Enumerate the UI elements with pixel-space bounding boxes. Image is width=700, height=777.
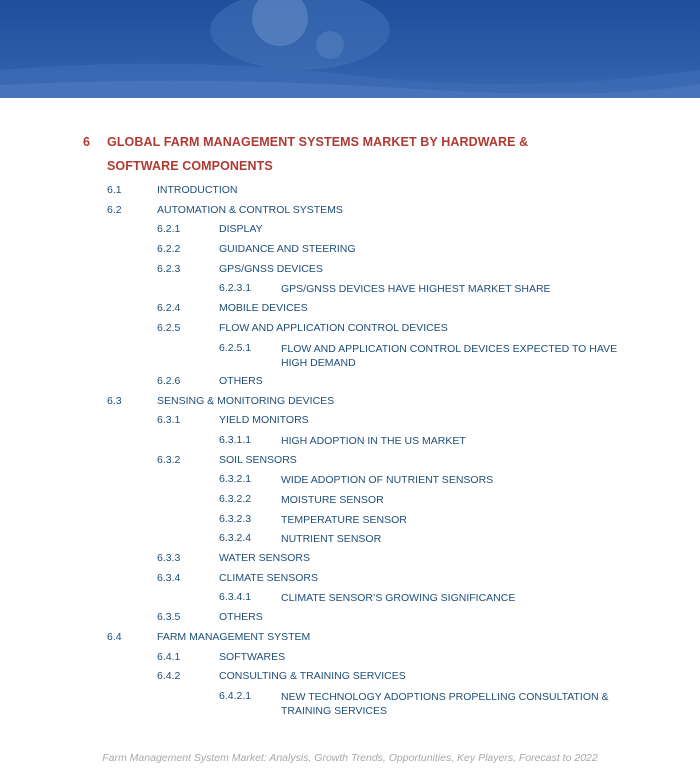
toc-entry-title: INTRODUCTION	[157, 184, 238, 196]
toc-entry-number: 6.3.4.1	[219, 591, 252, 603]
chapter-number: 6	[83, 135, 91, 149]
toc-entry-title: AUTOMATION & CONTROL SYSTEMS	[157, 204, 343, 216]
toc-entry-title: CONSULTING & TRAINING SERVICES	[219, 670, 406, 682]
toc-entry-number: 6.2.6	[157, 375, 181, 387]
toc-entry-number: 6.4	[107, 631, 122, 643]
toc-entry-title: SOFTWARES	[219, 651, 286, 663]
toc-entry-number: 6.2.2	[157, 243, 181, 255]
toc-entry-title: NEW TECHNOLOGY ADOPTIONS PROPELLING CONSULTATION & TRAINING SERVICES	[281, 691, 609, 717]
header-banner	[0, 0, 700, 98]
toc-entry-title: SENSING & MONITORING DEVICES	[157, 395, 335, 407]
toc-entry-title: GPS/GNSS DEVICES	[219, 263, 323, 275]
toc-entry-title: MOISTURE SENSOR	[281, 494, 384, 506]
toc-entry-title: FLOW AND APPLICATION CONTROL DEVICES	[219, 322, 448, 334]
page-footer: Farm Management System Market: Analysis, Growth Trends, Opportunities, Key Players, Forecast to 2022	[102, 752, 598, 764]
toc-entry-title: GPS/GNSS DEVICES HAVE HIGHEST MARKET SHARE	[281, 283, 551, 295]
toc-entry-number: 6.3.2.2	[219, 493, 252, 505]
toc-entry-title: TEMPERATURE SENSOR	[281, 514, 407, 526]
toc-entry-title: CLIMATE SENSOR’S GROWING SIGNIFICANCE	[281, 592, 516, 604]
toc-entry-number: 6.3	[107, 395, 122, 407]
toc-entry-title: GUIDANCE AND STEERING	[219, 243, 356, 255]
toc-entry-number: 6.2.3.1	[219, 282, 252, 294]
toc-entry-title: OTHERS	[219, 375, 263, 387]
toc-entry-number: 6.2.5.1	[219, 342, 252, 354]
toc-entry-number: 6.2.3	[157, 263, 181, 275]
toc-entry-title: SOIL SENSORS	[219, 454, 297, 466]
toc-entry-number: 6.3.1.1	[219, 434, 252, 446]
banner-image	[0, 0, 700, 98]
toc-entry-title: WIDE ADOPTION OF NUTRIENT SENSORS	[281, 474, 494, 486]
chapter-title-line-2: SOFTWARE COMPONENTS	[107, 159, 273, 173]
toc-entry-number: 6.1	[107, 184, 122, 196]
toc-entry-number: 6.3.5	[157, 611, 181, 623]
toc-entry-number: 6.2.4	[157, 302, 181, 314]
toc-entry-number: 6.4.1	[157, 651, 181, 663]
toc-entry-title: OTHERS	[219, 611, 263, 623]
toc-entry-number: 6.2	[107, 204, 122, 216]
toc-entry-title: YIELD MONITORS	[219, 414, 309, 426]
toc-entry-number: 6.2.1	[157, 223, 181, 235]
toc-entry-number: 6.3.2	[157, 454, 181, 466]
toc-entry-number: 6.3.2.3	[219, 513, 252, 525]
toc-entry-title: FLOW AND APPLICATION CONTROL DEVICES EXPECTED TO HAVE HIGH DEMAND	[281, 343, 618, 369]
toc-entry-title: DISPLAY	[219, 223, 263, 235]
toc-entry-number: 6.2.5	[157, 322, 181, 334]
toc-entry-title: MOBILE DEVICES	[219, 302, 308, 314]
toc-entry-title: WATER SENSORS	[219, 552, 311, 564]
toc-entry-number: 6.3.3	[157, 552, 181, 564]
toc-entry-number: 6.3.4	[157, 572, 181, 584]
toc-entry-number: 6.4.2	[157, 670, 181, 682]
toc-entry-title: CLIMATE SENSORS	[219, 572, 318, 584]
toc-entry-title: NUTRIENT SENSOR	[281, 533, 382, 545]
toc-entry-number: 6.3.2.1	[219, 473, 252, 485]
toc-entry-number: 6.4.2.1	[219, 690, 252, 702]
toc-entry-title: FARM MANAGEMENT SYSTEM	[157, 631, 311, 643]
chapter-title-line-1: GLOBAL FARM MANAGEMENT SYSTEMS MARKET BY HARDWARE &	[107, 135, 529, 149]
toc-entry-number: 6.3.2.4	[219, 532, 252, 544]
toc-entry-title: HIGH ADOPTION IN THE US MARKET	[281, 435, 466, 447]
toc-entry-number: 6.3.1	[157, 414, 181, 426]
